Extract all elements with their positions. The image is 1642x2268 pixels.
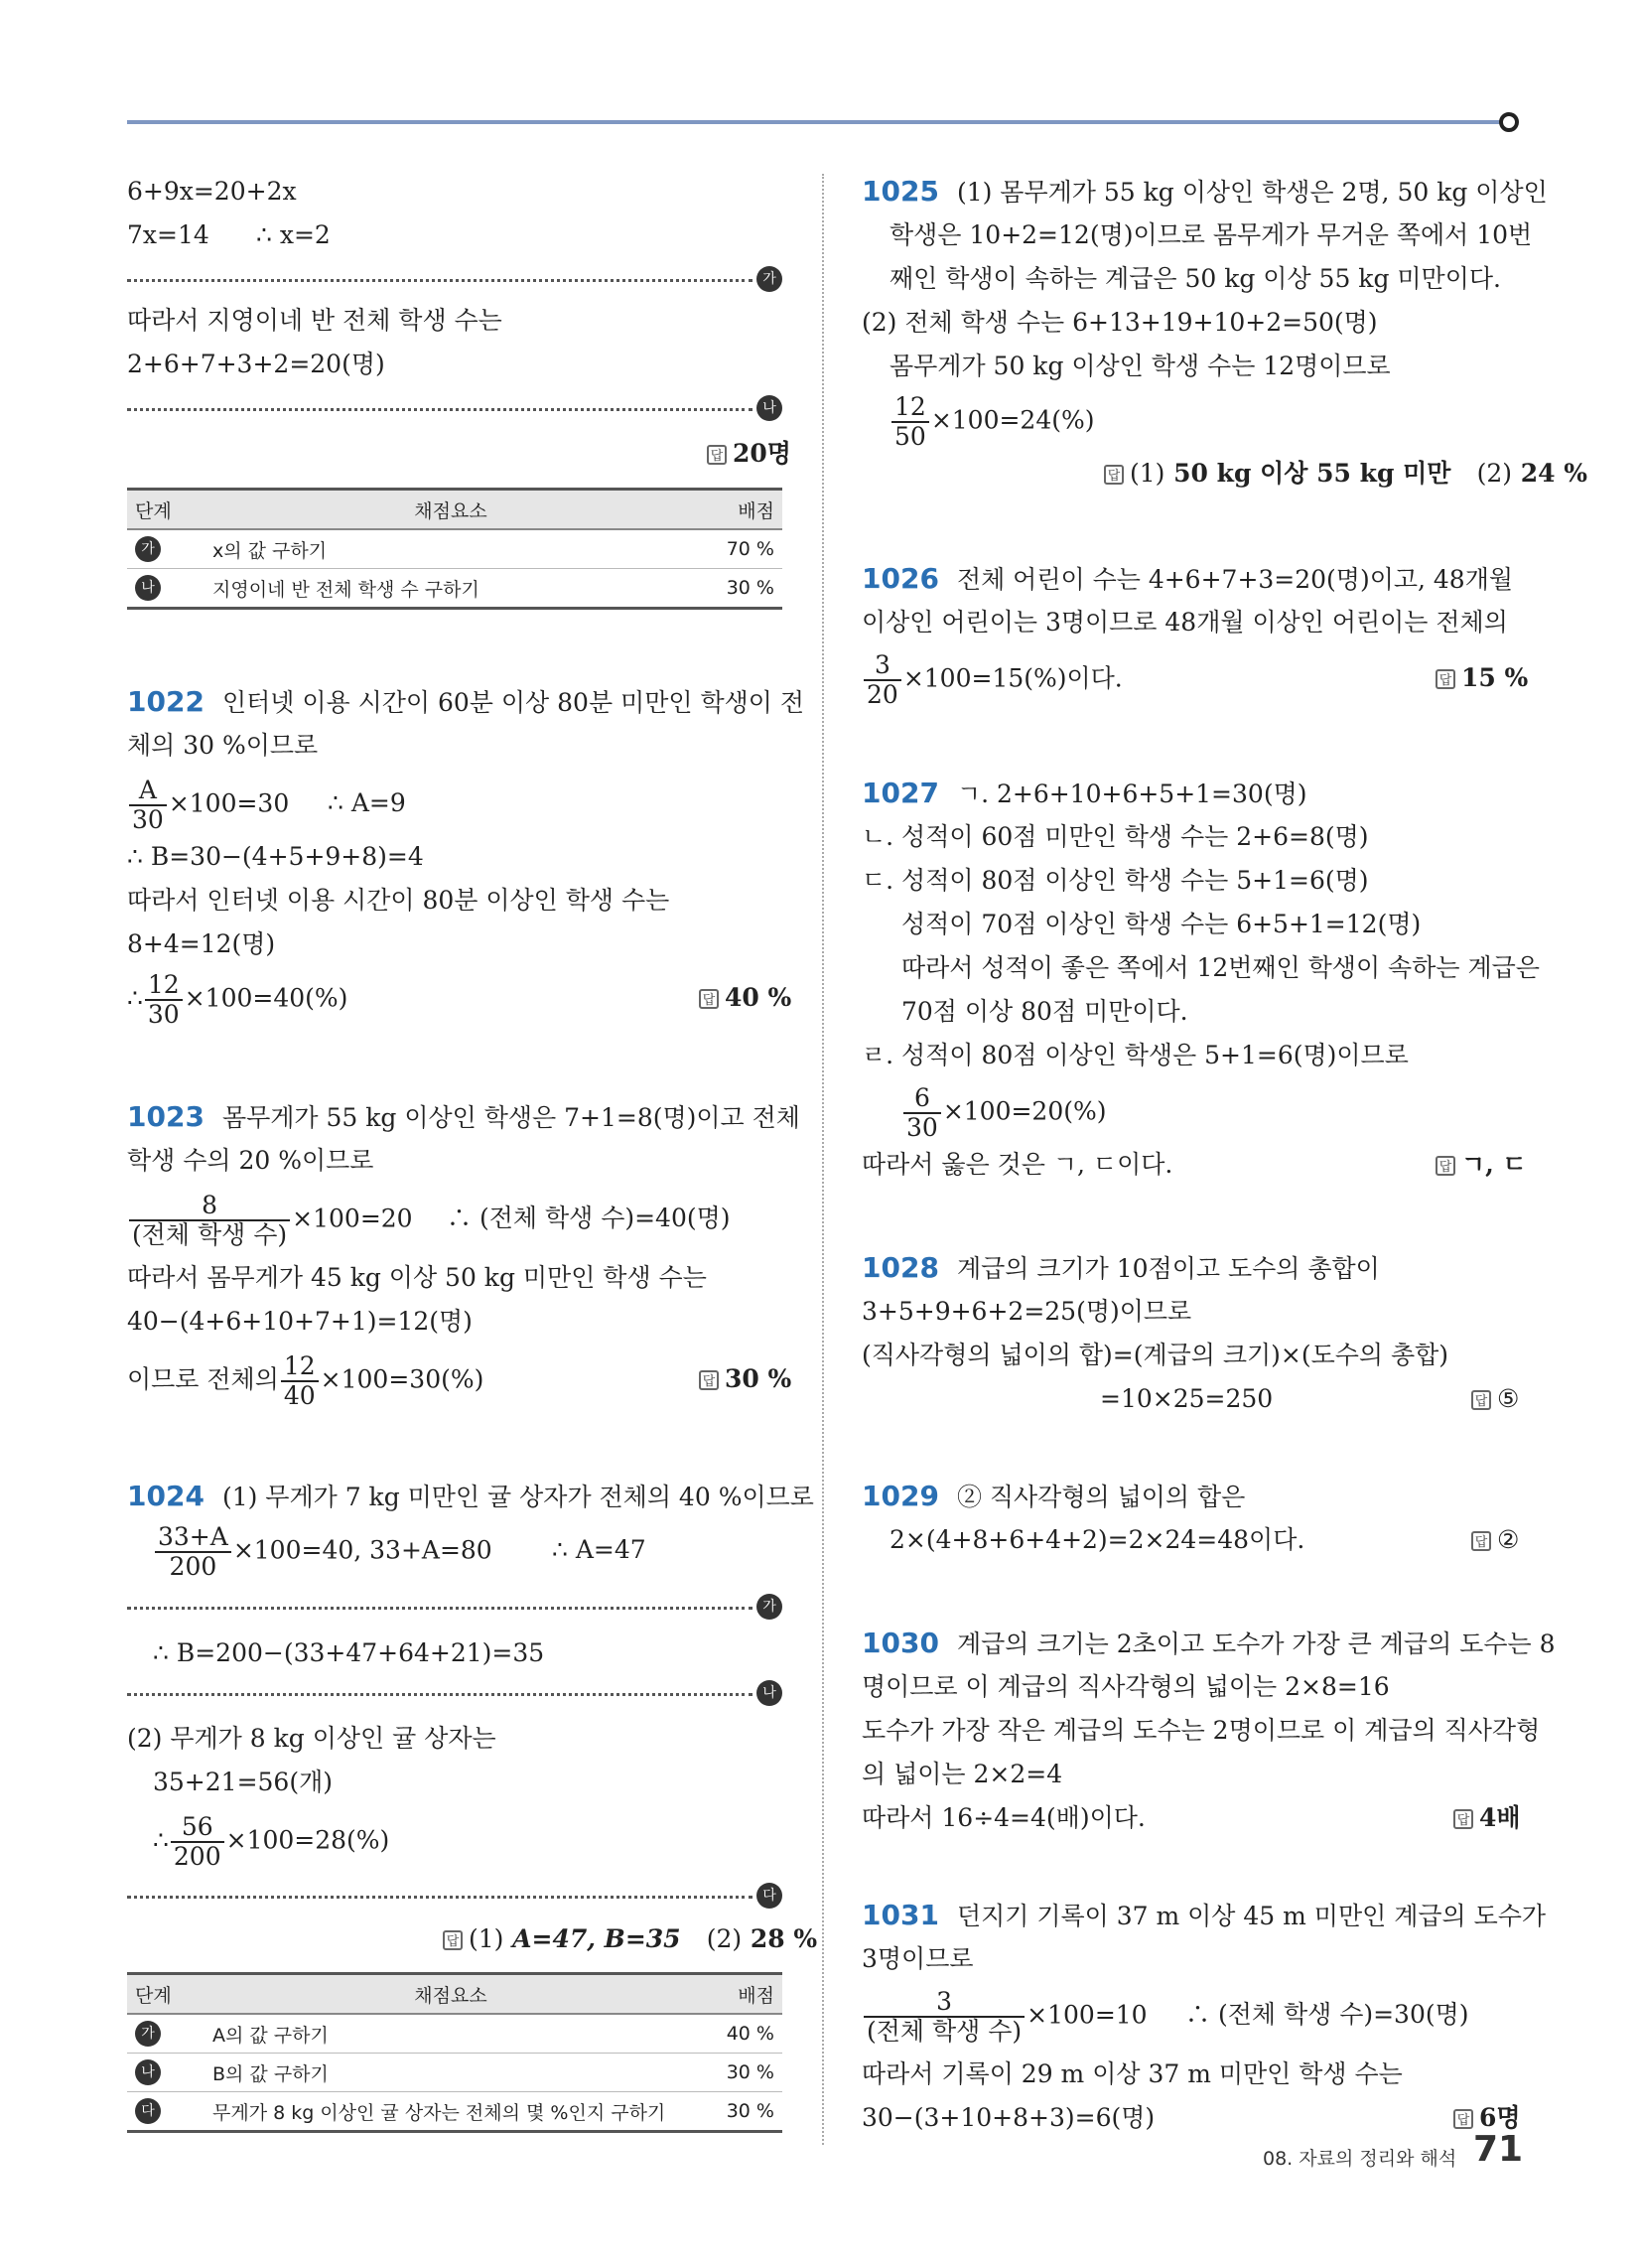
- answer-value: 40 %: [725, 983, 792, 1012]
- fraction-line: $\frac{12}{50}$ ×100=24(%): [889, 393, 1095, 451]
- fraction-line: ∴ $\frac{12}{30}$ ×100=40(%): [127, 970, 348, 1029]
- table-header: 배점: [697, 1974, 782, 2015]
- table-cell: B의 값 구하기: [205, 2054, 697, 2092]
- text-line: 몸무게가 55 kg 이상인 학생은 7+1=8(명)이고 전체: [221, 1103, 800, 1132]
- table-header: 단계: [127, 490, 205, 530]
- text-line: 70점 이상 80점 미만이다.: [901, 997, 1188, 1026]
- table-cell: 70 %: [697, 529, 782, 569]
- step-mark-ga: 가: [756, 1594, 782, 1620]
- header-rule-end-dot: [1499, 112, 1519, 132]
- problem-1025: [862, 175, 1548, 210]
- fraction-line: $\frac{A}{30}$ ×100=30: [127, 777, 289, 834]
- chapter-label: 08. 자료의 정리와 해석: [1263, 2148, 1457, 2170]
- answer: [1436, 1148, 1527, 1182]
- equation-result: ∴ A=47: [552, 1535, 646, 1564]
- table-row: [127, 569, 782, 609]
- problem-number: 1022: [127, 685, 205, 718]
- text-line: 도수가 가장 작은 계급의 도수는 2명이므로 이 계급의 직사각형: [862, 1716, 1541, 1745]
- text-line: 이상인 어린이는 3명이므로 48개월 이상인 어린이는 전체의: [862, 608, 1508, 637]
- fraction: $\frac{3}{\text{(전체 학생 수)}}$: [864, 1988, 1025, 2046]
- answer: [1471, 1382, 1519, 1416]
- scoring-table-2: [127, 1972, 782, 2133]
- table-cell: 30 %: [697, 2092, 782, 2132]
- table-cell: 무게가 8 kg 이상인 귤 상자는 전체의 몇 %인지 구하기: [205, 2092, 697, 2132]
- problem-1023: [127, 1100, 800, 1135]
- step-mark-ga: 가: [756, 266, 782, 292]
- text-line: 전체 어린이 수는 4+6+7+3=20(명)이고, 48개월: [956, 565, 1514, 594]
- table-cell: 30 %: [697, 569, 782, 609]
- fraction: $\frac{12}{40}$: [281, 1352, 319, 1410]
- equation-result: ∴ (전체 학생 수)=40(명): [447, 1204, 731, 1232]
- text-line: 계급의 크기는 2초이고 도수가 가장 큰 계급의 도수는 8: [956, 1630, 1556, 1658]
- dotted-separator: [127, 279, 753, 282]
- text-line: 40−(4+6+10+7+1)=12(명): [127, 1307, 473, 1336]
- answer-value: ㄱ, ㄷ: [1461, 1150, 1527, 1179]
- step-mark-na: 나: [756, 1680, 782, 1706]
- answer-value: ⑤: [1497, 1384, 1520, 1413]
- page-number: 71: [1473, 2129, 1524, 2170]
- fraction-line: $\frac{8}{\text{(전체 학생 수)}}$ ×100=20: [127, 1192, 413, 1249]
- text-line: 학생은 10+2=12(명)이므로 몸무게가 무거운 쪽에서 10번: [889, 220, 1533, 249]
- answer-icon: 답: [699, 1370, 719, 1390]
- fraction: $\frac{56}{200}$: [171, 1813, 224, 1871]
- answer-icon: 답: [443, 1930, 463, 1950]
- fraction-line: $\frac{3}{20}$ ×100=15(%)이다.: [862, 651, 1123, 709]
- table-cell: A의 값 구하기: [205, 2014, 697, 2054]
- answer-value: 6명: [1479, 2103, 1521, 2132]
- text-line: 30−(3+10+8+3)=6(명): [862, 2103, 1156, 2132]
- text-line: 몸무게가 50 kg 이상인 학생 수는 12명이므로: [889, 352, 1391, 380]
- answer: 답 (1) 50 kg 이상 55 kg 미만 (2) 24 %: [1104, 457, 1587, 491]
- equation-line: 7x=14: [127, 220, 209, 249]
- problem-number: 1028: [862, 1251, 939, 1284]
- answer-icon: 답: [1436, 1156, 1455, 1176]
- text-line: 따라서 16÷4=4(배)이다.: [862, 1803, 1146, 1832]
- table-row: [127, 2054, 782, 2092]
- problem-number: 1024: [127, 1480, 205, 1512]
- answer: [707, 437, 791, 471]
- text-line: 따라서 지영이네 반 전체 학생 수는: [127, 306, 502, 335]
- dotted-separator: [127, 408, 753, 411]
- answer-icon: 답: [1471, 1531, 1491, 1551]
- text-line: (2) 전체 학생 수는 6+13+19+10+2=50(명): [862, 308, 1378, 337]
- answer: [699, 1362, 791, 1396]
- equation-result: ∴ (전체 학생 수)=30(명): [1185, 2000, 1469, 2029]
- problem-1022: [127, 685, 804, 720]
- table-cell: x의 값 구하기: [205, 529, 697, 569]
- step-mark: 가: [135, 2021, 161, 2047]
- dotted-separator: [127, 1896, 753, 1899]
- text-line: 따라서 기록이 29 m 이상 37 m 미만인 학생 수는: [862, 2059, 1403, 2088]
- text-line: 3+5+9+6+2=25(명)이므로: [862, 1297, 1192, 1326]
- step-mark-na: 나: [756, 395, 782, 421]
- answer-icon: 답: [1453, 1809, 1473, 1829]
- table-header: 단계: [127, 1974, 205, 2015]
- fraction-line: ∴ $\frac{56}{200}$ ×100=28(%): [153, 1812, 390, 1871]
- text-line: ∴ B=30−(4+5+9+8)=4: [127, 842, 424, 871]
- text-line: ㄷ. 성적이 80점 이상인 학생 수는 5+1=6(명): [862, 866, 1369, 895]
- equation-line: 6+9x=20+2x: [127, 177, 297, 206]
- scoring-table-1: [127, 488, 782, 610]
- text-line: ∴ B=200−(33+47+64+21)=35: [153, 1638, 545, 1667]
- step-mark: 가: [135, 536, 161, 562]
- text-line: ㄹ. 성적이 80점 이상인 학생은 5+1=6(명)이므로: [862, 1041, 1409, 1069]
- answer: [1453, 1801, 1521, 1835]
- answer-icon: 답: [707, 445, 727, 465]
- problem-number: 1029: [862, 1480, 939, 1512]
- answer-value: 4배: [1479, 1803, 1521, 1832]
- step-mark-da: 다: [756, 1883, 782, 1909]
- problem-1026: [862, 562, 1513, 597]
- text-line: 따라서 성적이 좋은 쪽에서 12번째인 학생이 속하는 계급은: [901, 953, 1540, 982]
- answer-icon: 답: [1453, 2109, 1473, 2129]
- text-line: 따라서 몸무게가 45 kg 이상 50 kg 미만인 학생 수는: [127, 1263, 707, 1292]
- fraction-line: 이므로 전체의 $\frac{12}{40}$ ×100=30(%): [127, 1351, 484, 1410]
- dotted-separator: [127, 1693, 753, 1696]
- problem-1029: [862, 1480, 1245, 1514]
- fraction-line: $\frac{33+A}{200}$ ×100=40, 33+A=80: [153, 1523, 492, 1581]
- fraction-line: $\frac{6}{30}$ ×100=20(%): [901, 1084, 1107, 1142]
- problem-1024: [127, 1480, 814, 1514]
- table-cell: 40 %: [697, 2014, 782, 2054]
- header-rule: [127, 120, 1507, 124]
- problem-number: 1023: [127, 1100, 205, 1133]
- answer-icon: 답: [1436, 669, 1455, 689]
- text-line: 35+21=56(개): [153, 1768, 333, 1796]
- text-line: ㄱ. 2+6+10+6+5+1=30(명): [956, 780, 1307, 808]
- table-row: [127, 529, 782, 569]
- problem-1030: [862, 1627, 1555, 1661]
- fraction: $\frac{33+A}{200}$: [155, 1523, 231, 1581]
- answer-icon: 답: [699, 989, 719, 1009]
- text-line: ㄴ. 성적이 60점 미만인 학생 수는 2+6=8(명): [862, 822, 1369, 851]
- equation-result: ∴ x=2: [256, 220, 331, 249]
- text-line: 2+6+7+3+2=20(명): [127, 350, 385, 378]
- text-line: (1) 무게가 7 kg 미만인 귤 상자가 전체의 40 %이므로: [221, 1483, 814, 1511]
- text-line: 던지기 기록이 37 m 이상 45 m 미만인 계급의 도수가: [956, 1902, 1547, 1930]
- text-line: 의 넓이는 2×2=4: [862, 1760, 1063, 1788]
- table-header: 배점: [697, 490, 782, 530]
- step-mark: 다: [135, 2098, 161, 2124]
- text-line: 3명이므로: [862, 1944, 974, 1973]
- dotted-separator: [127, 1607, 753, 1610]
- problem-number: 1027: [862, 777, 939, 809]
- problem-number: 1025: [862, 175, 939, 208]
- problem-1031: [862, 1899, 1546, 1933]
- fraction: $\frac{12}{30}$: [145, 971, 183, 1029]
- text-line: 체의 30 %이므로: [127, 731, 319, 760]
- text-line: 따라서 인터넷 이용 시간이 80분 이상인 학생 수는: [127, 886, 670, 915]
- text-line: 2×(4+8+6+4+2)=2×24=48이다.: [889, 1525, 1305, 1554]
- answer: [1436, 661, 1528, 695]
- problem-number: 1030: [862, 1627, 939, 1659]
- problem-1027: [862, 777, 1306, 811]
- text-line: 명이므로 이 계급의 직사각형의 넓이는 2×8=16: [862, 1672, 1390, 1701]
- fraction: $\frac{A}{30}$: [129, 777, 167, 834]
- text-line: ② 직사각형의 넓이의 합은: [956, 1483, 1246, 1511]
- equation-result: ∴ A=9: [328, 788, 406, 817]
- fraction: $\frac{3}{20}$: [864, 651, 901, 709]
- text-line: 인터넷 이용 시간이 60분 이상 80분 미만인 학생이 전: [221, 688, 804, 717]
- answer: [699, 981, 791, 1015]
- fraction-line: $\frac{3}{\text{(전체 학생 수)}}$ ×100=10: [862, 1988, 1148, 2046]
- text-line: 성적이 70점 이상인 학생 수는 6+5+1=12(명): [901, 910, 1422, 938]
- answer: 답 (1) A=47, B=35 (2) 28 %: [443, 1922, 817, 1956]
- text-line: 8+4=12(명): [127, 929, 276, 958]
- text-line: (1) 몸무게가 55 kg 이상인 학생은 2명, 50 kg 이상인: [956, 178, 1548, 207]
- answer-value: 15 %: [1461, 663, 1529, 692]
- table-row: [127, 2092, 782, 2132]
- fraction: $\frac{6}{30}$: [903, 1084, 941, 1142]
- text-line: =10×25=250: [1100, 1384, 1274, 1413]
- problem-1028: [862, 1251, 1380, 1286]
- answer-value: 30 %: [725, 1364, 792, 1393]
- fraction: $\frac{8}{\text{(전체 학생 수)}}$: [129, 1192, 290, 1249]
- answer-value: 20명: [733, 439, 791, 468]
- answer-icon: 답: [1104, 465, 1124, 485]
- text-line: (직사각형의 넓이의 합)=(계급의 크기)×(도수의 총합): [862, 1341, 1449, 1369]
- text-line: 계급의 크기가 10점이고 도수의 총합이: [956, 1254, 1380, 1283]
- table-header: 채점요소: [205, 1974, 697, 2015]
- text-line: 학생 수의 20 %이므로: [127, 1146, 374, 1175]
- answer-icon: 답: [1471, 1390, 1491, 1410]
- problem-number: 1026: [862, 562, 939, 595]
- problem-number: 1031: [862, 1899, 939, 1931]
- step-mark: 나: [135, 2059, 161, 2085]
- fraction: $\frac{12}{50}$: [891, 393, 929, 451]
- answer-value: ②: [1497, 1525, 1520, 1554]
- column-separator: [822, 174, 824, 2145]
- table-cell: 30 %: [697, 2054, 782, 2092]
- text-line: 째인 학생이 속하는 계급은 50 kg 이상 55 kg 미만이다.: [889, 264, 1501, 293]
- step-mark: 나: [135, 575, 161, 601]
- text-line: 따라서 옳은 것은 ㄱ, ㄷ이다.: [862, 1150, 1173, 1179]
- text-line: (2) 무게가 8 kg 이상인 귤 상자는: [127, 1724, 496, 1753]
- answer: [1471, 1523, 1519, 1557]
- table-cell: 지영이네 반 전체 학생 수 구하기: [205, 569, 697, 609]
- table-header: 채점요소: [205, 490, 697, 530]
- table-row: [127, 2014, 782, 2054]
